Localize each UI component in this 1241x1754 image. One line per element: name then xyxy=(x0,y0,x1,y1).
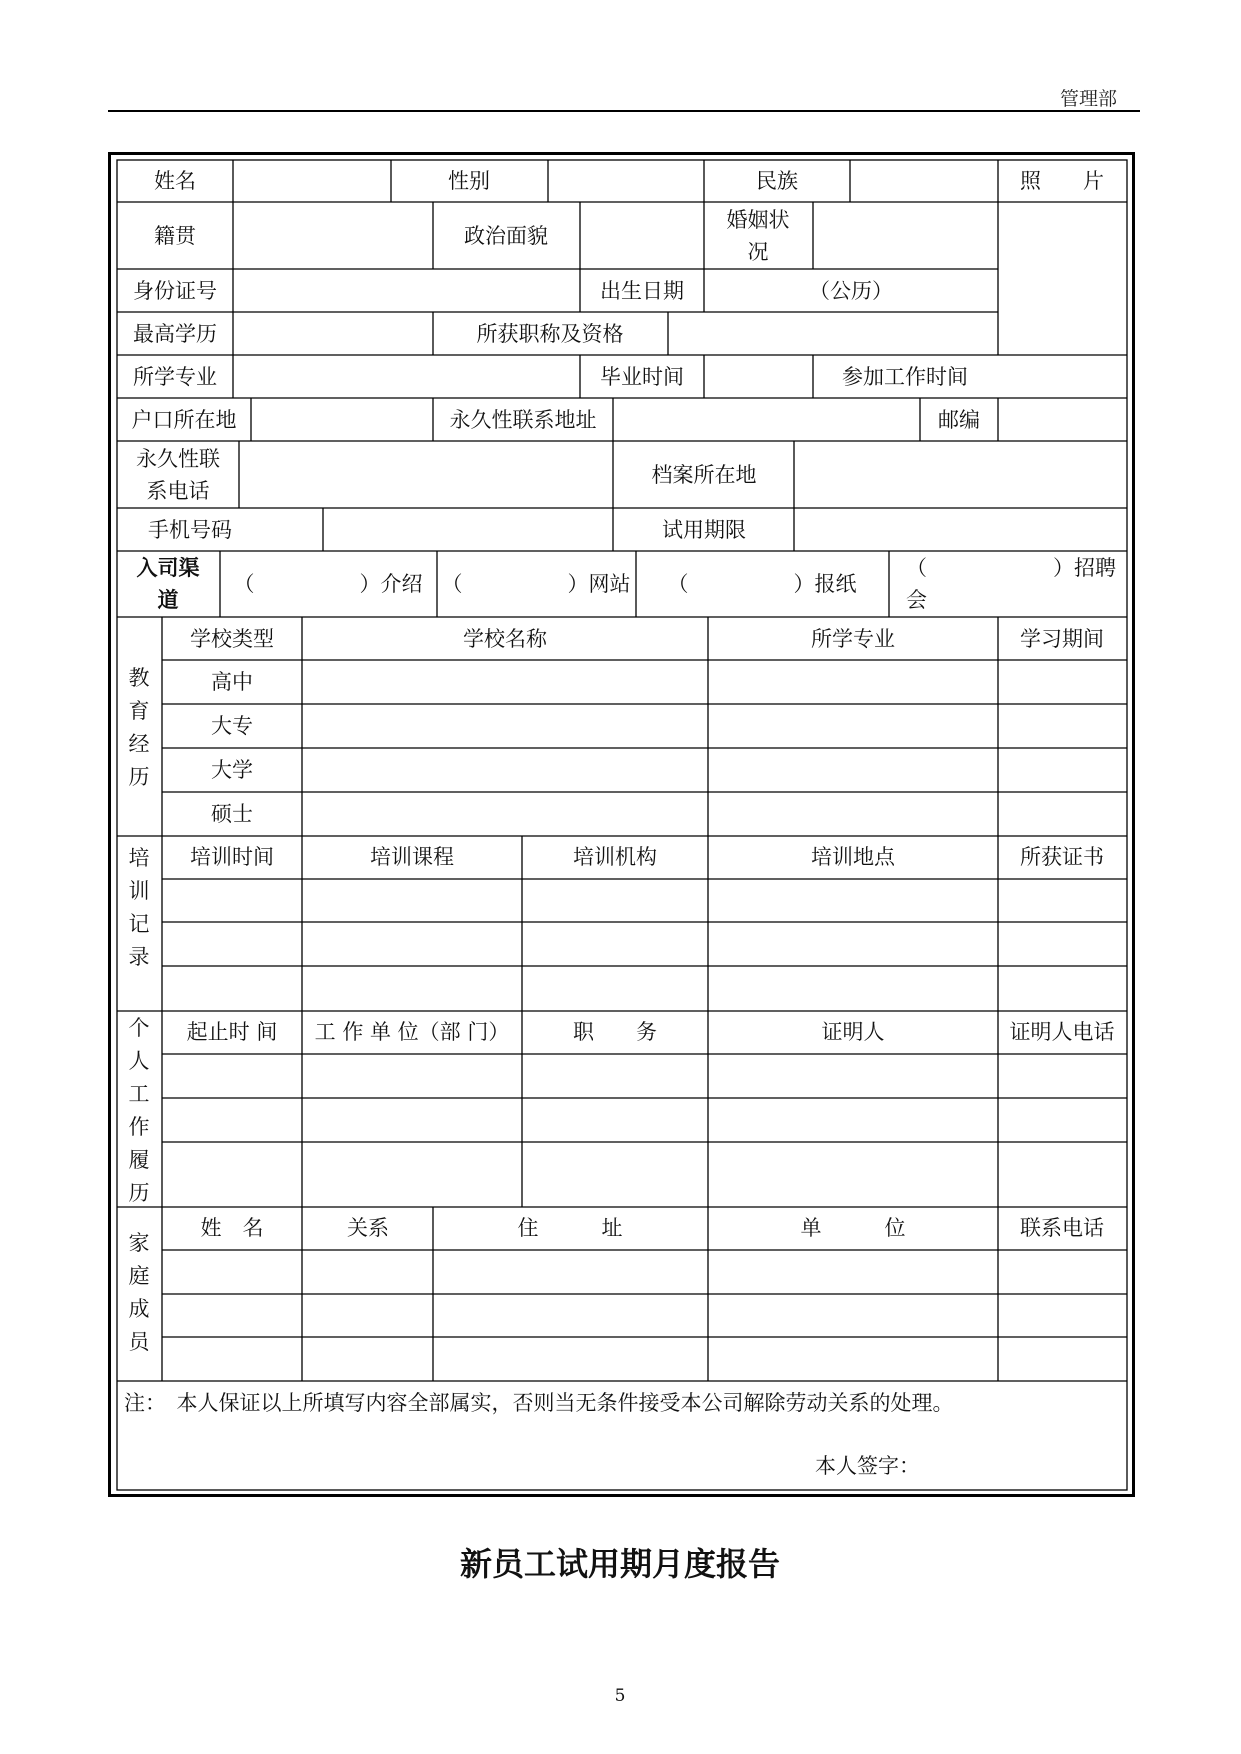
edu-row-university: 大学 xyxy=(211,758,253,782)
edu-header-major: 所学专业 xyxy=(811,627,895,651)
label-photo: 照 片 xyxy=(1020,169,1104,193)
label-postcode: 邮编 xyxy=(938,408,980,432)
training-header-location: 培训地点 xyxy=(811,845,895,869)
label-work-start-time: 参加工作时间 xyxy=(842,365,968,389)
declaration-note: 注： 本人保证以上所填写内容全部属实，否则当无条件接受本公司解除劳动关系的处理。 xyxy=(124,1391,954,1415)
training-header-time: 培训时间 xyxy=(190,845,274,869)
label-education: 最高学历 xyxy=(133,322,217,346)
option-job-fair: （ ）招聘会 xyxy=(906,556,1116,612)
work-header-period: 起止时 间 xyxy=(186,1020,278,1044)
work-header-referee-phone: 证明人电话 xyxy=(1009,1020,1115,1044)
family-header-name: 姓 名 xyxy=(200,1216,264,1240)
label-name: 姓名 xyxy=(154,169,196,193)
edu-row-high-school: 高中 xyxy=(211,670,253,694)
family-header-relation: 关系 xyxy=(347,1216,389,1240)
edu-row-college: 大专 xyxy=(211,714,253,738)
family-header-phone: 联系电话 xyxy=(1020,1216,1104,1240)
label-permanent-address: 永久性联系地址 xyxy=(449,408,597,432)
department-label: 管理部 xyxy=(1060,88,1118,110)
label-archive-location: 档案所在地 xyxy=(651,463,757,487)
label-ethnicity: 民族 xyxy=(756,169,798,193)
label-native-place: 籍贯 xyxy=(154,224,196,248)
label-mobile: 手机号码 xyxy=(148,518,232,542)
section-family-label: 家庭成员 xyxy=(128,1231,150,1354)
family-header-employer: 单 位 xyxy=(800,1216,906,1240)
label-graduation-time: 毕业时间 xyxy=(600,365,684,389)
label-hiring-channel: 入司渠道 xyxy=(136,555,200,612)
edu-header-school-name: 学校名称 xyxy=(463,627,547,651)
label-marital-status: 婚姻状况 xyxy=(726,208,790,264)
training-header-institution: 培训机构 xyxy=(573,845,657,869)
section-work-history-label: 个人工作履历 xyxy=(128,1016,150,1205)
edu-row-master: 硕士 xyxy=(211,802,253,826)
label-hukou: 户口所在地 xyxy=(131,408,237,432)
label-gender: 性别 xyxy=(448,169,490,193)
label-id-number: 身份证号 xyxy=(133,279,217,303)
edu-header-school-type: 学校类型 xyxy=(190,627,274,651)
edu-header-study-period: 学习期间 xyxy=(1020,627,1104,651)
label-title-qualification: 所获职称及资格 xyxy=(476,322,624,346)
option-website: （ ）网站 xyxy=(441,572,631,596)
label-political-status: 政治面貌 xyxy=(464,224,548,248)
work-header-employer: 工 作 单 位（部 门） xyxy=(314,1020,510,1044)
option-newspaper: （ ）报纸 xyxy=(667,572,857,596)
page-number: 5 xyxy=(614,1686,626,1706)
training-header-certificate: 所获证书 xyxy=(1020,845,1104,869)
training-header-course: 培训课程 xyxy=(370,845,454,869)
work-header-position: 职 务 xyxy=(573,1020,657,1044)
signature-label: 本人签字： xyxy=(815,1454,920,1478)
work-header-referee: 证明人 xyxy=(821,1020,885,1044)
label-birth-date: 出生日期 xyxy=(600,279,684,303)
option-referral: （ ）介绍 xyxy=(233,572,423,596)
report-title: 新员工试用期月度报告 xyxy=(459,1545,781,1583)
family-header-address: 住 址 xyxy=(517,1216,623,1240)
label-probation-period: 试用期限 xyxy=(662,518,746,542)
label-permanent-phone: 永久性联系电话 xyxy=(136,447,220,503)
calendar-note: （公历） xyxy=(809,279,893,303)
label-major: 所学专业 xyxy=(133,365,217,389)
section-education-label: 教育经历 xyxy=(128,666,150,789)
section-training-label: 培训记录 xyxy=(128,846,150,969)
